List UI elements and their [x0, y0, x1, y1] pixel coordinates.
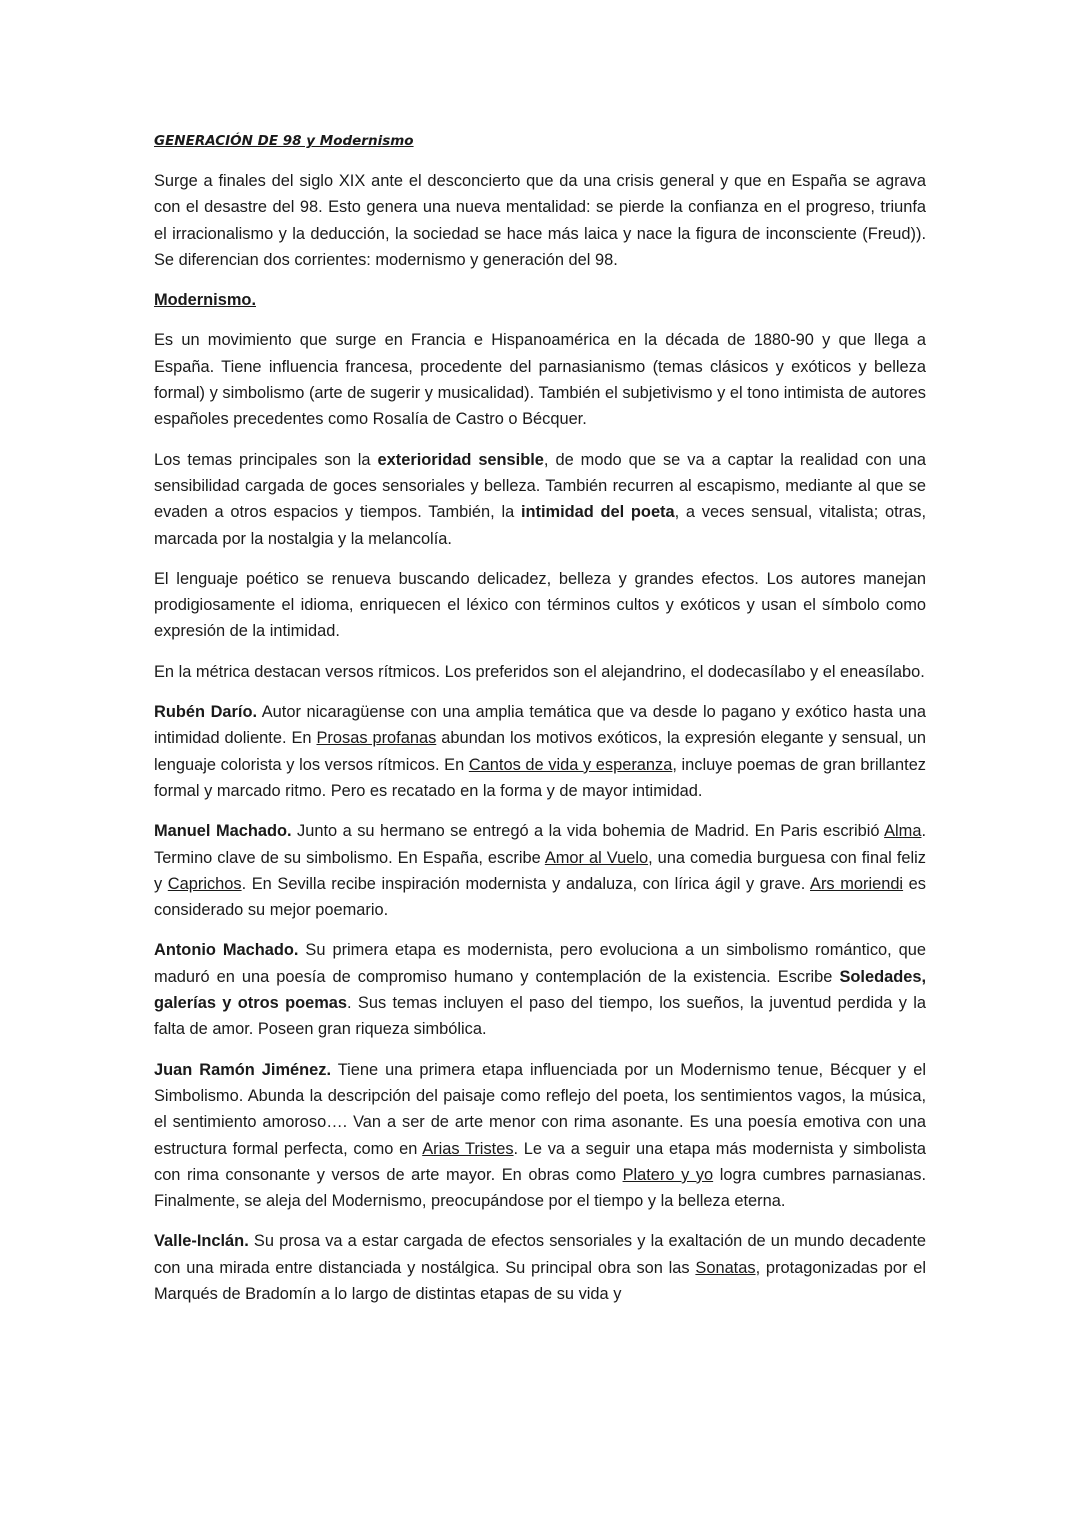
author-paragraph-valle-inclan: [154, 1228, 926, 1307]
work-title: Alma: [884, 822, 922, 841]
bold-term: exterioridad sensible: [377, 450, 544, 469]
modernismo-themes-paragraph: [154, 447, 926, 552]
author-name: Valle-Inclán.: [154, 1232, 249, 1251]
author-name: Manuel Machado.: [154, 822, 292, 841]
text-run: Autor nicaragüense con una amplia temática que va desde lo pagano y exótico hasta una intimidad doliente. En: [154, 703, 926, 748]
work-title: Prosas profanas: [316, 729, 437, 748]
text-run: , incluye poemas de gran brillantez formal y marcado ritmo. Pero es recatado en la forma y de mayor intimidad.: [154, 755, 927, 800]
text-run: . Termino clave de su simbolismo. En España, escribe: [154, 822, 926, 867]
work-title: Amor al Vuelo: [544, 848, 649, 867]
text-run: . En Sevilla recibe inspiración modernista y andaluza, con lírica ágil y grave.: [241, 874, 811, 893]
intro-paragraph: Surge a finales del siglo XIX ante el desconcierto que da una crisis general y que en España se agrava con el desastre del 98. Esto genera una nueva mentalidad: se pierde la confianza en el progreso, triunfa el irracionalismo y la deducción, la sociedad se hace más laica y nace la figura de inconsciente (Freud)). Se diferencian dos corrientes: modernismo y generación del 98.: [154, 172, 926, 269]
modernismo-origin-paragraph: Es un movimiento que surge en Francia e Hispanoamérica en la década de 1880-90 y que llega a España. Tiene influencia francesa, procedente del parnasianismo (temas clásicos y exóticos y belleza formal) y simbolismo (arte de sugerir y musicalidad). También el subjetivismo y el tono intimista de autores españoles precedentes como Rosalía de Castro o Bécquer.: [154, 331, 926, 429]
text-run: Su primera etapa es modernista, pero evoluciona a un simbolismo romántico, que maduró en una poesía de compromiso humano y contemplación de la existencia. Escribe: [154, 941, 927, 986]
text-run: Tiene una primera etapa influenciada por un Modernismo tenue, Bécquer y el Simbolismo. Abunda la descripción del paisaje como reflejo del poeta, los sentimientos vagos, la música, el sentimiento amoroso…. Van a ser de arte menor con rima asonante. Es una poesía emotiva con una estructura formal perfecta, como en: [154, 1060, 926, 1158]
author-name: Rubén Darío.: [154, 703, 258, 722]
text-run: logra cumbres parnasianas. Finalmente, se aleja del Modernismo, preocupándose por el tiempo y la belleza eterna.: [154, 1165, 926, 1211]
text-run: Su prosa va a estar cargada de efectos sensoriales y la exaltación de un mundo decadente con una mirada entre distanciada y nostálgica. Su principal obra son las: [154, 1232, 926, 1277]
text-run: . Sus temas incluyen el paso del tiempo, los sueños, la juventud perdida y la falta de amor. Poseen gran riqueza simbólica.: [154, 994, 926, 1039]
text-run: Junto a su hermano se entregó a la vida bohemia de Madrid. En Paris escribió: [291, 822, 885, 841]
text-run: , de modo que se va a captar la realidad con una sensibilidad cargada de goces sensoriales y belleza. También recurren al escapismo, mediante al que se evaden a otros espacios y tiempos. También, la: [154, 450, 926, 522]
text-run: es considerado su mejor poemario.: [154, 874, 926, 920]
work-title: Sonatas: [695, 1258, 756, 1277]
author-paragraph-dario: [154, 699, 926, 804]
author-paragraph-antonio-machado: [154, 937, 926, 1042]
modernismo-metrics-paragraph: En la métrica destacan versos rítmicos. Los preferidos son el alejandrino, el dodecasílabo y el eneasílabo.: [154, 662, 925, 681]
text-run: , una comedia burguesa con final feliz y: [154, 848, 926, 893]
work-title: Ars moriendi: [810, 874, 904, 893]
text-run: , a veces sensual, vitalista; otras, marcada por la nostalgia y la melancolía.: [154, 503, 927, 548]
section-heading-modernismo: Modernismo.: [154, 291, 256, 310]
author-name: Antonio Machado.: [154, 941, 299, 960]
work-title: Cantos de vida y esperanza: [468, 755, 673, 774]
work-title: Caprichos: [167, 874, 242, 893]
text-run: Los temas principales son la: [154, 450, 378, 469]
bold-term: intimidad del poeta: [520, 503, 675, 522]
work-title: Soledades, galerías y otros poemas: [154, 967, 926, 1013]
work-title: Platero y yo: [622, 1165, 714, 1184]
text-run: , protagonizadas por el Marqués de Bradomín a lo largo de distintas etapas de su vida y: [154, 1258, 927, 1303]
text-run: . Le va a seguir una etapa más modernista y simbolista con rima consonante y versos de arte mayor. En obras como: [154, 1139, 926, 1184]
author-name: Juan Ramón Jiménez.: [154, 1060, 332, 1079]
modernismo-language-paragraph: El lenguaje poético se renueva buscando delicadez, belleza y grandes efectos. Los autores manejan prodigiosamente el idioma, enriquecen el léxico con términos cultos y exóticos y usan el símbolo como expresión de la intimidad.: [154, 569, 926, 641]
author-paragraph-juan-ramon-jimenez: [154, 1057, 926, 1215]
document-page: [154, 128, 926, 1321]
work-title: Arias Tristes: [422, 1139, 514, 1158]
text-run: abundan los motivos exóticos, la expresión elegante y sensual, un lenguaje colorista y los versos rítmicos. En: [154, 729, 926, 774]
document-title: GENERACIÓN DE 98 y Modernismo: [154, 133, 414, 149]
author-paragraph-manuel-machado: [154, 818, 926, 923]
